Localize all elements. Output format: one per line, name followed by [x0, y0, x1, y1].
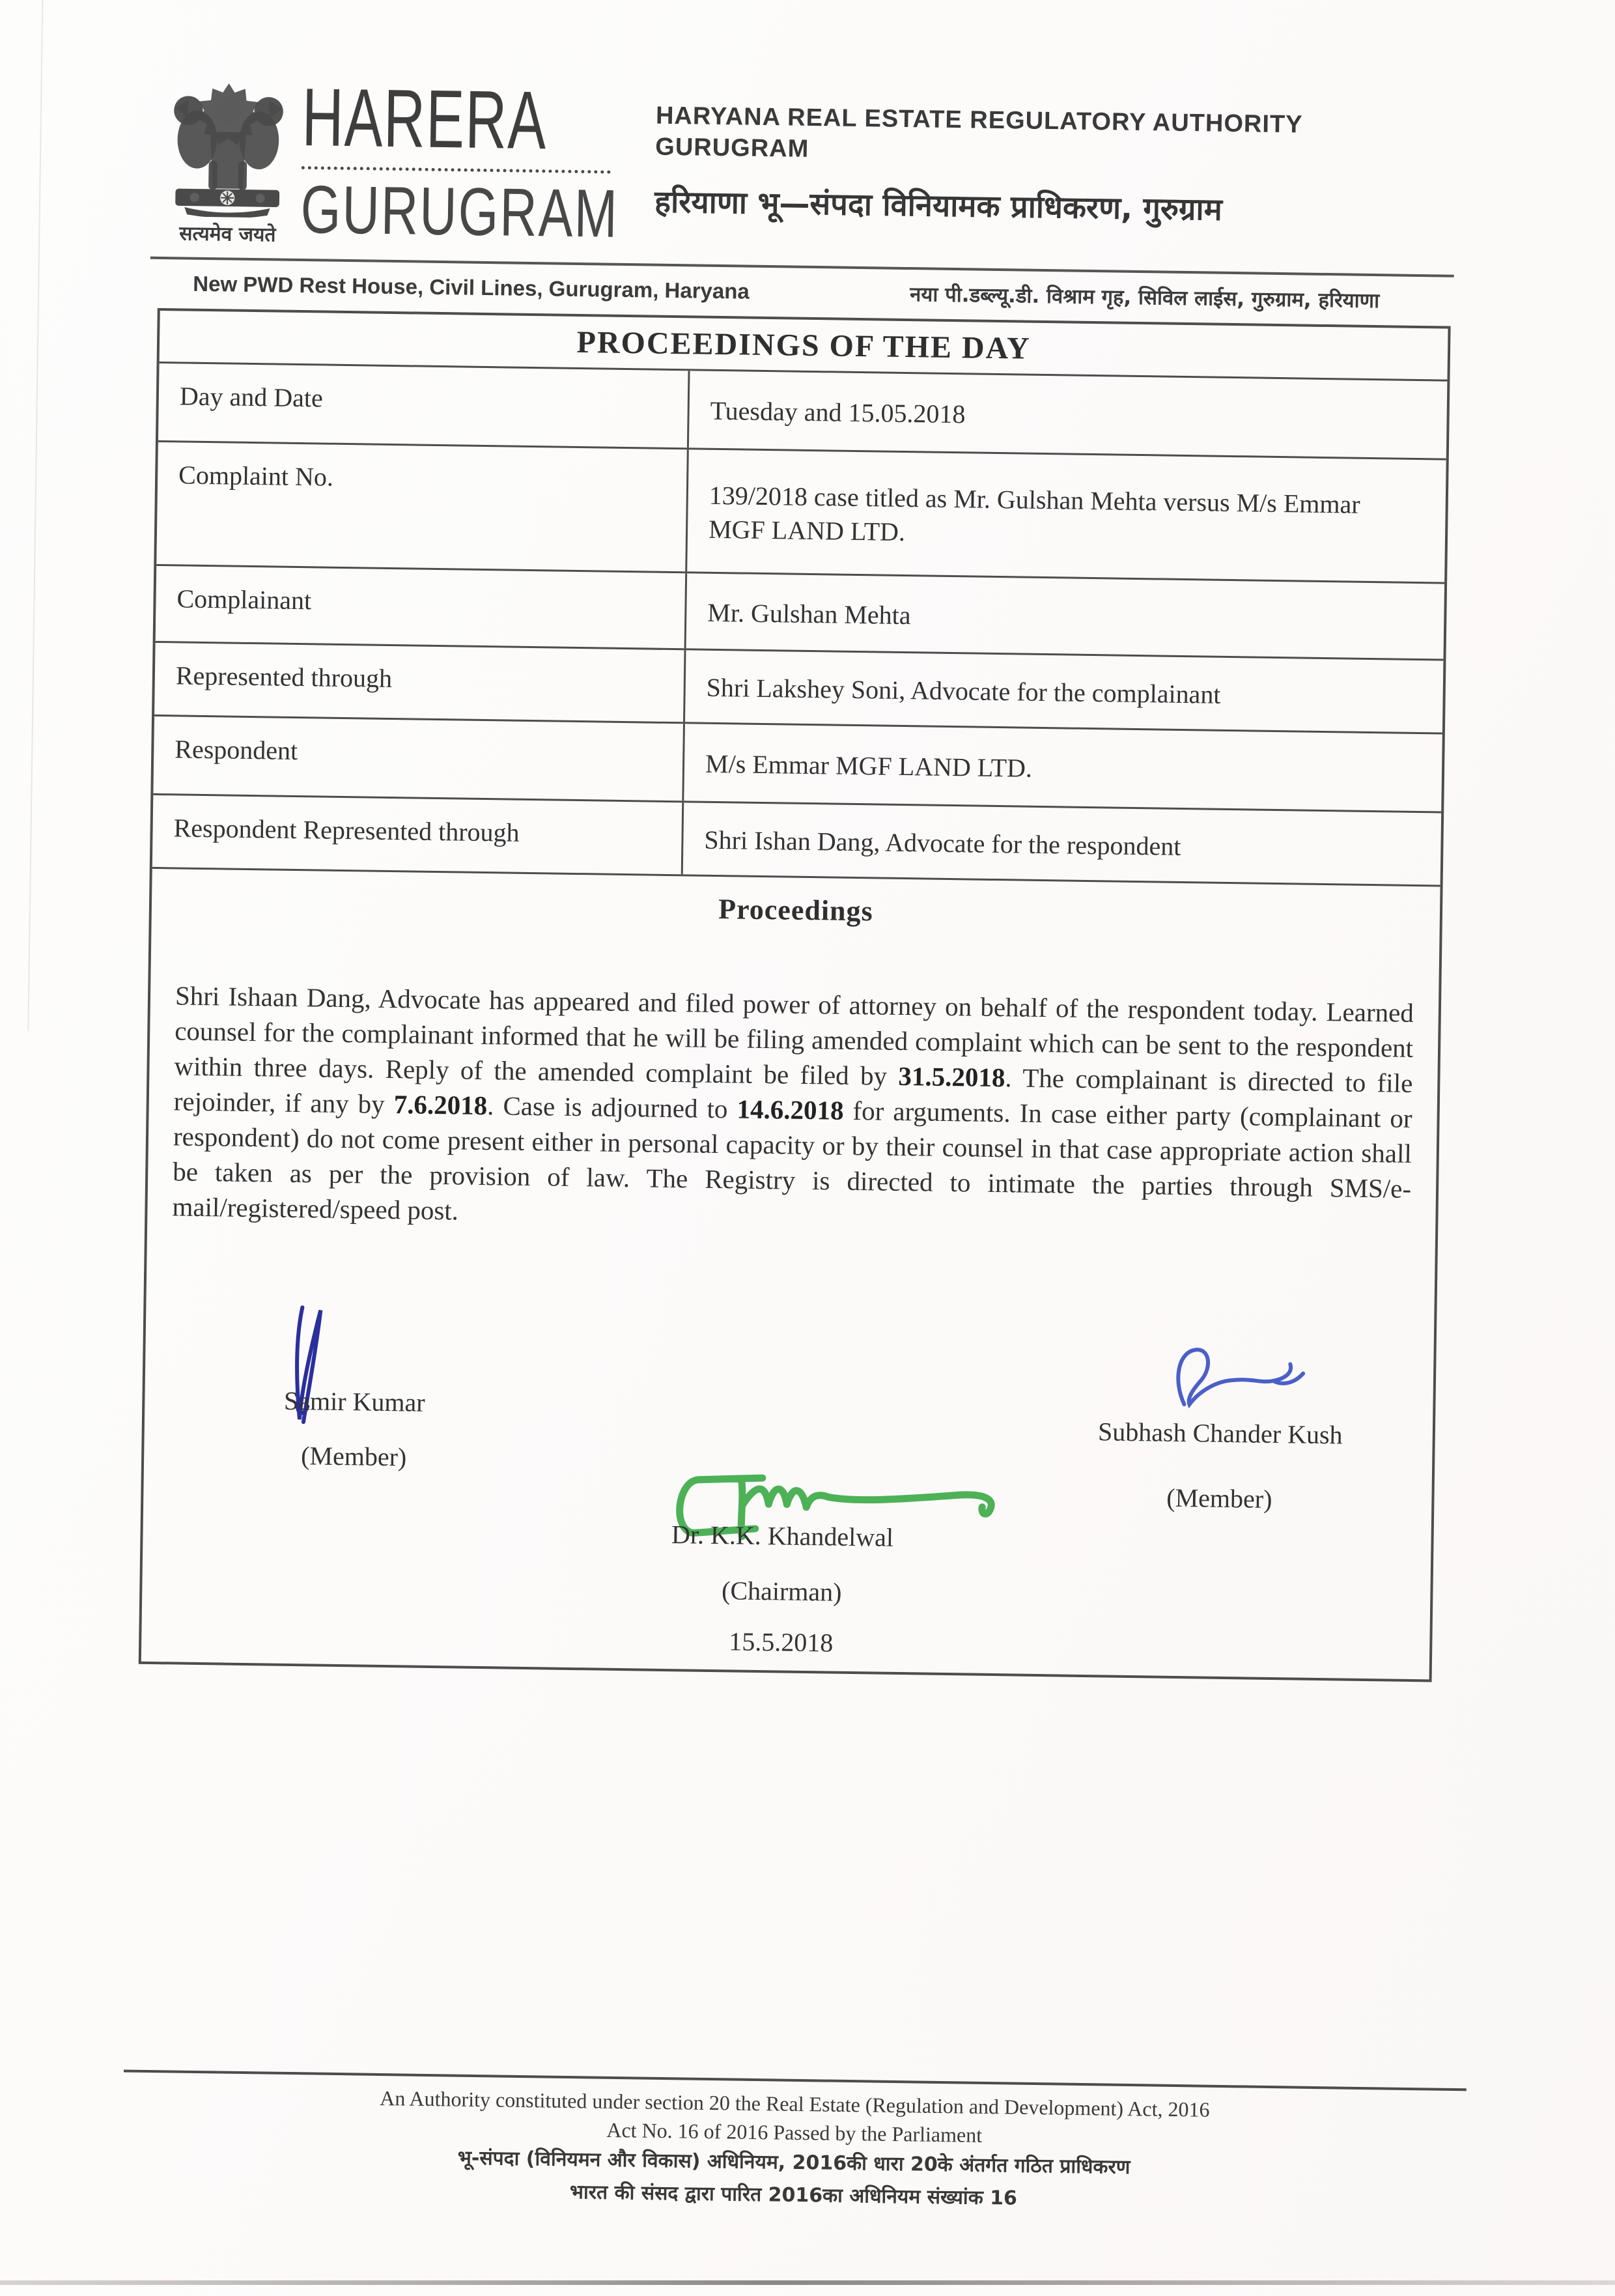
address-bar: [193, 270, 1379, 314]
adjourned-date: 14.6.2018: [737, 1094, 844, 1125]
ashoka-emblem-icon: [165, 68, 292, 218]
proceedings-heading: Proceedings: [152, 885, 1440, 936]
row-value: [684, 724, 1442, 811]
signatory-name: Dr. K.K. Khandelwal: [600, 1518, 965, 1554]
table-row: [156, 442, 1446, 584]
row-value-text: Shri Ishan Dang, Advocate for the respondent: [704, 823, 1181, 864]
row-value-text: Mr. Gulshan Mehta: [707, 595, 911, 632]
authority-title-line1: HARYANA REAL ESTATE REGULATORY AUTHORITY: [656, 101, 1444, 143]
logo-city: GURUGRAM: [300, 176, 619, 248]
signatory-role: (Chairman): [599, 1574, 964, 1609]
row-value-text: 139/2018 case titled as Mr. Gulshan Mehta versus M/s Emmar MGF LAND LTD.: [709, 478, 1422, 556]
row-label: Day and Date: [158, 363, 690, 447]
row-value: [685, 650, 1443, 732]
scanner-edge-artifact: [0, 2280, 1615, 2285]
signatory-role: (Member): [1024, 1481, 1415, 1516]
logo-wordmark: [300, 76, 707, 249]
paragraph-text: . The complainant is directed to file rejoinder, if any by: [173, 1062, 1412, 1119]
signatory-role: (Member): [210, 1439, 498, 1473]
row-value: [683, 802, 1441, 885]
address-hindi: नया पी.डब्ल्यू.डी. विश्राम गृह, सिविल लाईस, गुरुग्राम, हरियाणा: [910, 280, 1380, 314]
paragraph-text: for arguments. In case either party (complainant or respondent) do not come present either in personal capacity or by their counsel in that case appropriate action shall be taken as per the provision of law. The Registry is directed to intimate the parties through SMS/e-mail/registered/speed post.: [172, 1096, 1412, 1226]
paper-edge-shadow: [27, 0, 43, 1031]
row-value-text: Shri Lakshey Soni, Advocate for the complainant: [706, 671, 1220, 712]
footer-line-1: An Authority constituted under section 20 the Real Estate (Regulation and Development) Act, 2016: [130, 2080, 1459, 2128]
logo-acronym: HARERA: [302, 76, 548, 162]
rejoinder-date: 7.6.2018: [393, 1089, 487, 1120]
emblem-motto: सत्यमेव जयते: [152, 219, 303, 248]
authority-title-line2: GURUGRAM: [655, 132, 1444, 173]
signature-stroke: [1178, 1350, 1304, 1406]
row-label: Complainant: [156, 566, 688, 648]
row-label: Represented through: [154, 643, 686, 722]
row-value-text: M/s Emmar MGF LAND LTD.: [705, 747, 1033, 786]
address-english: New PWD Rest House, Civil Lines, Gurugram, Haryana: [193, 272, 750, 304]
row-value: [689, 371, 1448, 458]
paragraph-text: . Case is adjourned to: [487, 1090, 737, 1124]
row-label: Complaint No.: [156, 442, 689, 571]
subhash-chander-kush-signature: [1160, 1340, 1308, 1423]
authority-header: [654, 101, 1444, 233]
footer-line-2: Act No. 16 of 2016 Passed by the Parliament: [130, 2109, 1459, 2157]
paragraph-text: Shri Ishaan Dang, Advocate has appeared and filed power of attorney on behalf of the respondent today. Learned counsel for the complainant informed that he will be filing amended complaint which can be sent to the respondent within three days. Reply of the amended complaint be filed by: [174, 980, 1414, 1091]
deadline-date: 31.5.2018: [898, 1061, 1005, 1092]
row-value: [686, 573, 1444, 659]
authority-title-hindi: हरियाणा भू—संपदा विनियामक प्राधिकरण, गुरुग्राम: [654, 180, 1443, 233]
footer-line-4: भारत की संसद द्वारा पारित 2016का अधिनियम संख्यांक 16: [128, 2170, 1458, 2222]
proceedings-paragraph: [172, 978, 1414, 1241]
footer: [128, 2080, 1459, 2221]
row-label: Respondent Represented through: [152, 795, 684, 874]
row-value-text: Tuesday and 15.05.2018: [710, 394, 966, 431]
row-label: Respondent: [153, 716, 685, 801]
table-title: PROCEEDINGS OF THE DAY: [160, 311, 1448, 382]
signatory-name: Samir Kumar: [211, 1384, 498, 1419]
proceedings-date: 15.5.2018: [598, 1624, 964, 1660]
signatory-name: Subhash Chander Kush: [1025, 1415, 1416, 1451]
row-value: [687, 449, 1446, 582]
footer-line-3: भू-संपदा (विनियमन और विकास) अधिनियम, 2016की धारा 20के अंतर्गत गठित प्राधिकरण: [129, 2138, 1459, 2189]
